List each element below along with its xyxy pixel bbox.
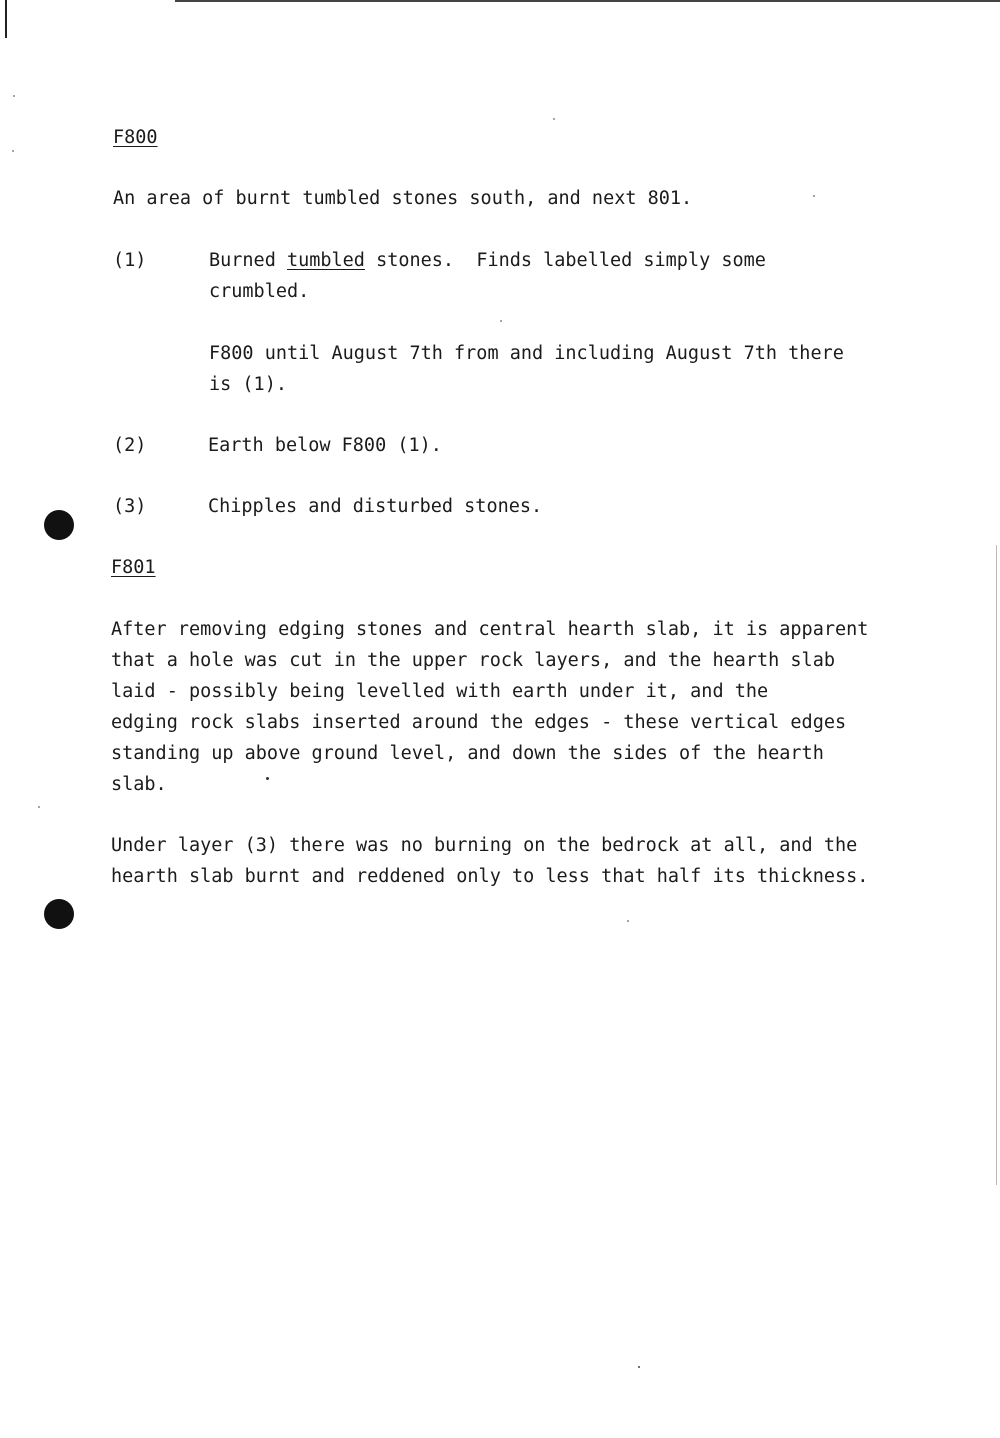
top-edge-rule xyxy=(175,0,1000,2)
scan-speck xyxy=(638,1366,640,1368)
paragraph-1-line: standing up above ground level, and down the sides of the hearth xyxy=(111,743,824,764)
punch-hole-bottom xyxy=(44,899,74,929)
scan-speck xyxy=(553,118,555,120)
scan-speck xyxy=(627,920,629,922)
paragraph-2-line: hearth slab burnt and reddened only to less that half its thickness. xyxy=(111,866,869,887)
section-heading-f801: F801 xyxy=(111,557,156,578)
item-1-note-line-2: is (1). xyxy=(209,374,287,395)
left-edge-mark xyxy=(5,0,7,38)
paragraph-1-line: slab. xyxy=(111,774,167,795)
item-number: (2) xyxy=(113,435,147,456)
scan-speck xyxy=(266,777,269,780)
item-1-text-b: stones. Finds labelled simply some xyxy=(364,250,766,271)
item-1-line-1 xyxy=(209,245,766,276)
item-3-text: Chipples and disturbed stones. xyxy=(208,496,543,517)
right-edge-shadow xyxy=(996,545,997,1185)
paragraph-1-line: edging rock slabs inserted around the edges - these vertical edges xyxy=(111,712,847,733)
item-number: (3) xyxy=(113,496,147,517)
underlined-word: tumbled xyxy=(286,250,365,271)
item-number: (1) xyxy=(113,250,147,271)
punch-hole-top xyxy=(44,510,74,540)
section-intro: An area of burnt tumbled stones south, and next 801. xyxy=(113,188,693,209)
paragraph-1-line: laid - possibly being levelled with earth under it, and the xyxy=(111,681,769,702)
paragraph-2-line: Under layer (3) there was no burning on the bedrock at all, and the xyxy=(111,835,858,856)
item-1-note-line-1: F800 until August 7th from and including August 7th there xyxy=(209,343,844,364)
item-2-text: Earth below F800 (1). xyxy=(208,435,442,456)
item-1-text-a: Burned xyxy=(209,250,287,271)
scan-speck xyxy=(13,95,15,97)
scan-speck xyxy=(12,150,14,152)
scan-speck xyxy=(38,806,40,808)
item-1-line-2: crumbled. xyxy=(209,281,310,302)
paragraph-1-line: that a hole was cut in the upper rock layers, and the hearth slab xyxy=(111,650,835,671)
section-heading-f800: F800 xyxy=(113,127,158,148)
paragraph-1-line: After removing edging stones and central hearth slab, it is apparent xyxy=(111,619,869,640)
scan-speck xyxy=(813,195,815,197)
scan-speck xyxy=(500,320,502,322)
